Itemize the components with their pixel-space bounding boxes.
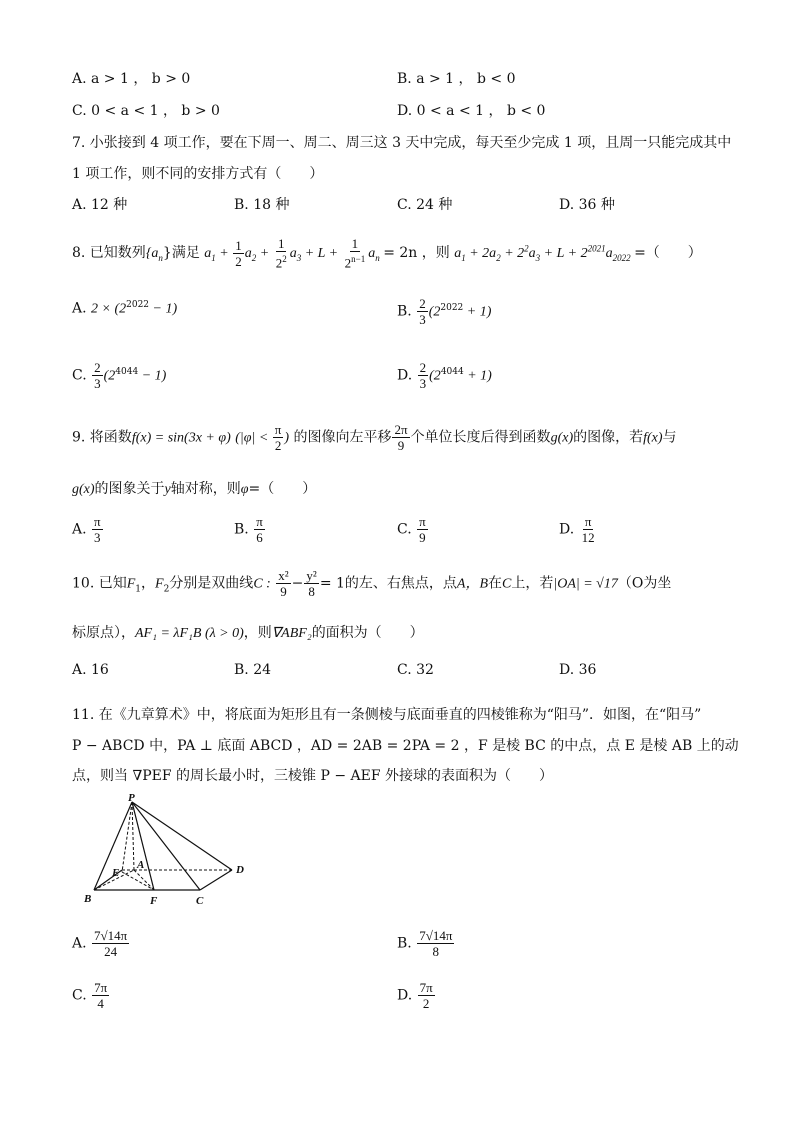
label-P: P [128,792,135,804]
q10-option-c: C. 32 [397,662,434,678]
q7-option-d: D. 36 种 [559,197,615,213]
q9-stem-line1: 9. 将函数f(x) = sin(3x + φ) (|φ| < $\frac{\pi}{2}$ ) 的图像向左平移 $\frac{2\pi}{9}$ 个单位长度后得到函数g(x)的图像，若f(x)与 [72,422,677,453]
q9-stem-line2: g(x)的图象关于y轴对称，则φ=（ ） [72,481,317,497]
label-D: D [236,864,244,876]
q10-option-d: D. 36 [559,662,597,678]
q11-stem-line1: 11. 在《九章算术》中，将底面为矩形且有一条侧棱与底面垂直的四棱锥称为“阳马”．如图，在“阳马” [72,707,702,723]
q7-option-b: B. 18 种 [234,197,290,213]
q7-option-a: A. 12 种 [72,197,128,213]
q6-option-d: D. 0 < a < 1 ， b < 0 [397,103,546,119]
q7-option-c: C. 24 种 [397,197,453,213]
q8-option-a: A. $2 \times (2^{2022} - 1)$ [72,300,178,317]
q11-option-d: D. $\frac{7\pi}{2}$ [397,980,433,1011]
label-B: B [84,893,92,905]
q11-option-b: B. $\frac{7√14\pi}{8}$ [397,928,453,959]
q9-option-a: A. $\frac{\pi}{3}$ [72,514,101,545]
q10-stem-line2: 标原点），AF₁ = λF₁B (λ > 0)，则∇ABF₂的面积为（ ） [72,625,424,641]
q7-stem-line1: 7. 小张接到 4 项工作，要在下周一、周二、周三这 3 天中完成，每天至少完成 1 项，且周一只能完成其中 [72,135,732,151]
q11-option-c: C. $\frac{7\pi}{4}$ [72,980,108,1011]
q8-option-b: B. $\frac{2}{3}$ $(2^{2022} + 1)$ [397,296,492,327]
q6-option-a: A. a > 1 ， b > 0 [72,71,191,87]
label-E: E [112,867,120,879]
q10-stem-line1: 10. 已知$F_1$，$F_2$分别是双曲线C : $\frac{\text{x²}}{9}$ − $\frac{\text{y²}}{8}$ = 1的左、右焦点，点A，B在C上，若|OA| = √17（O为坐 [72,568,672,599]
q8-stem: 8. 已知数列$\{a_n\}$满足 $a_1$ + $\frac{1}{2}$ $a_2$ + $\frac{1}{2^2}$ $a_3 + L$ + $\frac{1}{2^{n-1}}$ $a_n = 2n$ ，则 $a_1 + 2a_2 + 2^2a_3 + L + 2^{2021}a_{2022}$ =（ ） [72,236,702,271]
q11-option-a: A. $\frac{7√14\pi}{24}$ [72,928,128,959]
q9-option-c: C. $\frac{\pi}{9}$ [397,514,426,545]
label-A: A [137,859,145,871]
q10-option-b: B. 24 [234,662,272,678]
label-C: C [196,895,204,907]
q6-option-c: C. 0 < a < 1 ， b > 0 [72,103,220,119]
edge-CD [200,870,232,890]
edge-PA-hidden [132,802,134,870]
q7-stem-line2: 1 项工作，则不同的安排方式有（ ） [72,166,324,182]
label-F: F [150,895,158,907]
q10-option-a: A. 16 [72,662,109,678]
pyramid-figure [82,792,252,907]
q9-option-b: B. $\frac{\pi}{6}$ [234,514,263,545]
q8-option-c: C. $\frac{2}{3}$ $(2^{4044} - 1)$ [72,360,167,391]
edge-PC [132,802,200,890]
q11-stem-line3: 点，则当 ∇PEF 的周长最小时，三棱锥 P − AEF 外接球的表面积为（ ） [72,768,554,784]
q9-option-d: D. $\frac{\pi}{12}$ [559,514,595,545]
q8-option-d: D. $\frac{2}{3}$ $(2^{4044} + 1)$ [397,360,492,391]
q6-option-b: B. a > 1 ， b < 0 [397,71,516,87]
q11-stem-line2: P − ABCD 中，PA ⊥ 底面 ABCD ，AD = 2AB = 2PA = 2 ，F 是棱 BC 的中点，点 E 是棱 AB 上的动 [72,738,739,754]
